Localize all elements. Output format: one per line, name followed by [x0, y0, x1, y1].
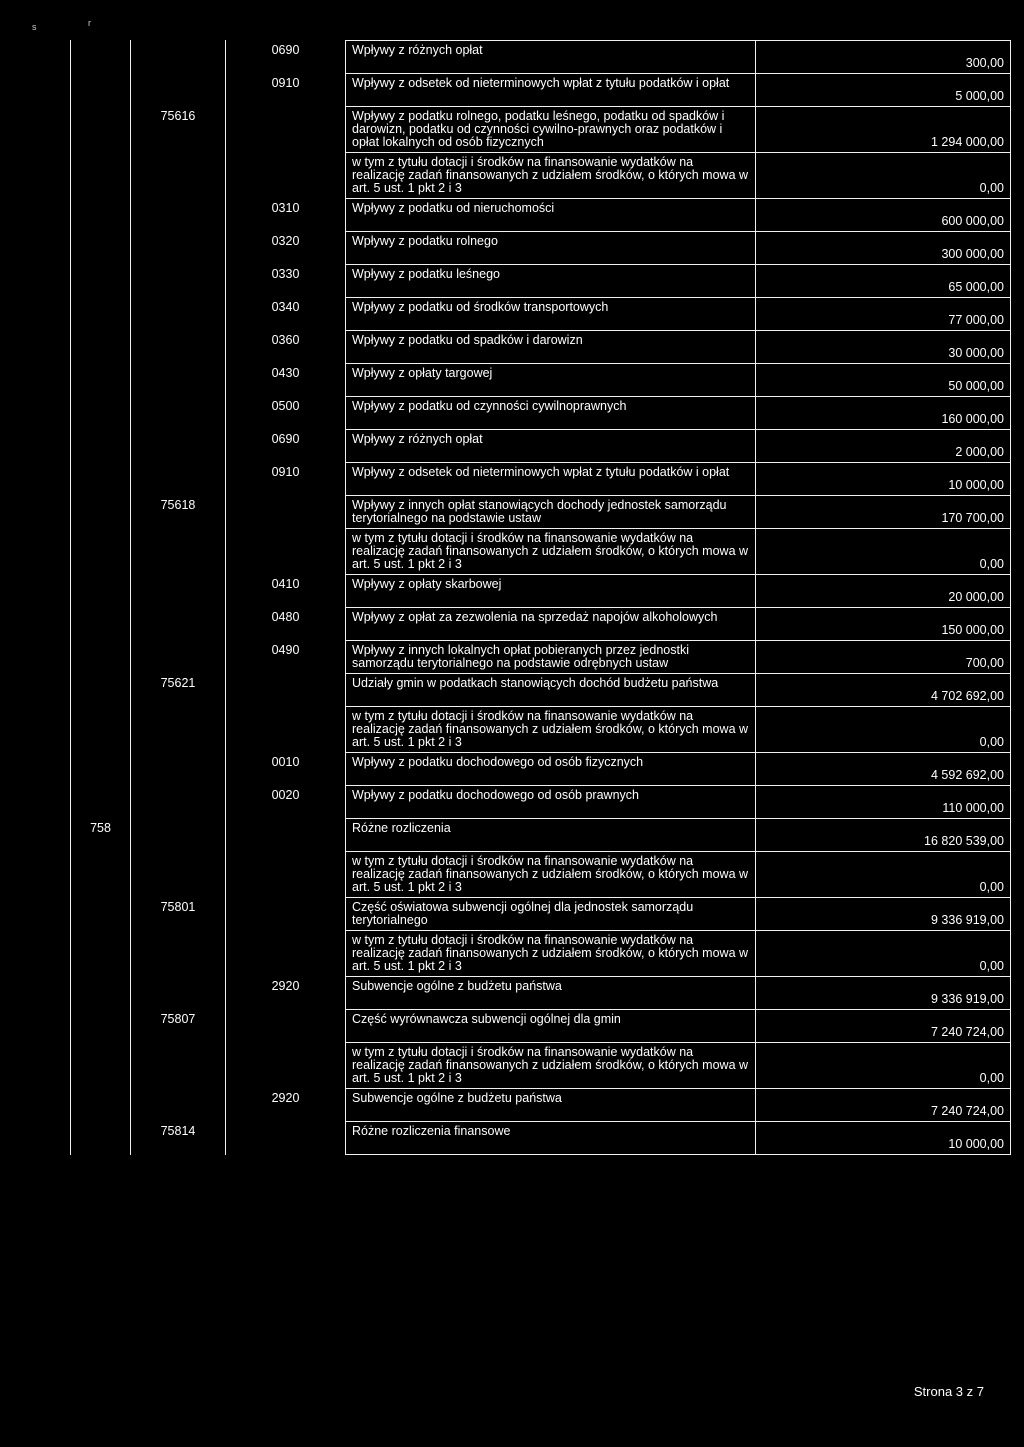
rozdzial-cell [131, 931, 226, 977]
rozdzial-cell [131, 397, 226, 430]
amount-cell: 50 000,00 [756, 364, 1011, 397]
dzial-cell [71, 786, 131, 819]
rozdzial-cell [131, 41, 226, 74]
description-cell: Część oświatowa subwencji ogólnej dla jednostek samorządu terytorialnego [346, 898, 756, 931]
table-row [71, 463, 1011, 496]
paragraf-cell: 0320 [226, 232, 346, 265]
table-row [71, 786, 1011, 819]
paragraf-cell: 0410 [226, 575, 346, 608]
amount-cell: 170 700,00 [756, 496, 1011, 529]
dzial-cell [71, 265, 131, 298]
amount-cell: 0,00 [756, 1043, 1011, 1089]
description-cell: Różne rozliczenia [346, 819, 756, 852]
description-cell: Wpływy z podatku dochodowego od osób prawnych [346, 786, 756, 819]
amount-cell: 65 000,00 [756, 265, 1011, 298]
dzial-cell [71, 232, 131, 265]
amount-cell: 2 000,00 [756, 430, 1011, 463]
table-row [71, 41, 1011, 74]
rozdzial-cell [131, 74, 226, 107]
revenue-table [70, 40, 1011, 1155]
amount-cell: 77 000,00 [756, 298, 1011, 331]
paragraf-cell [226, 931, 346, 977]
paragraf-cell [226, 707, 346, 753]
table-row [71, 753, 1011, 786]
rozdzial-cell [131, 1089, 226, 1122]
dzial-cell [71, 1122, 131, 1155]
table-row [71, 707, 1011, 753]
table-row [71, 153, 1011, 199]
rozdzial-cell [131, 608, 226, 641]
paragraf-cell: 0430 [226, 364, 346, 397]
description-cell: Wpływy z opłaty skarbowej [346, 575, 756, 608]
dzial-cell [71, 674, 131, 707]
amount-cell: 700,00 [756, 641, 1011, 674]
amount-cell: 10 000,00 [756, 463, 1011, 496]
amount-cell: 0,00 [756, 529, 1011, 575]
dzial-cell [71, 1089, 131, 1122]
paragraf-cell: 0330 [226, 265, 346, 298]
amount-cell: 4 592 692,00 [756, 753, 1011, 786]
table-row [71, 496, 1011, 529]
description-cell: Subwencje ogólne z budżetu państwa [346, 1089, 756, 1122]
amount-cell: 9 336 919,00 [756, 898, 1011, 931]
dzial-cell [71, 74, 131, 107]
dzial-cell [71, 898, 131, 931]
table-row [71, 74, 1011, 107]
dzial-cell [71, 41, 131, 74]
description-cell: Wpływy z odsetek od nieterminowych wpłat z tytułu podatków i opłat [346, 463, 756, 496]
table-row [71, 199, 1011, 232]
description-cell: Subwencje ogólne z budżetu państwa [346, 977, 756, 1010]
rozdzial-cell [131, 298, 226, 331]
revenue-table-body [71, 41, 1011, 1155]
description-cell: Wpływy z opłaty targowej [346, 364, 756, 397]
dzial-cell [71, 496, 131, 529]
description-cell: Wpływy z innych lokalnych opłat pobieranych przez jednostki samorządu terytorialnego na podstawie odrębnych ustaw [346, 641, 756, 674]
dzial-cell [71, 153, 131, 199]
rozdzial-cell [131, 977, 226, 1010]
rozdzial-cell: 75807 [131, 1010, 226, 1043]
description-cell: Wpływy z podatku dochodowego od osób fizycznych [346, 753, 756, 786]
description-cell: w tym z tytułu dotacji i środków na finansowanie wydatków na realizację zadań finansowanych z udziałem środków, o których mowa w art. 5 ust. 1 pkt 2 i 3 [346, 931, 756, 977]
table-row [71, 641, 1011, 674]
amount-cell: 1 294 000,00 [756, 107, 1011, 153]
paragraf-cell: 2920 [226, 977, 346, 1010]
rozdzial-cell: 75621 [131, 674, 226, 707]
dzial-cell [71, 397, 131, 430]
dzial-cell [71, 977, 131, 1010]
paragraf-cell [226, 1010, 346, 1043]
amount-cell: 9 336 919,00 [756, 977, 1011, 1010]
dzial-cell [71, 575, 131, 608]
rozdzial-cell: 75814 [131, 1122, 226, 1155]
amount-cell: 600 000,00 [756, 199, 1011, 232]
paragraf-cell: 0360 [226, 331, 346, 364]
paragraf-cell [226, 898, 346, 931]
table-row [71, 1043, 1011, 1089]
description-cell: Różne rozliczenia finansowe [346, 1122, 756, 1155]
description-cell: w tym z tytułu dotacji i środków na finansowanie wydatków na realizację zadań finansowanych z udziałem środków, o których mowa w art. 5 ust. 1 pkt 2 i 3 [346, 852, 756, 898]
dzial-cell [71, 707, 131, 753]
paragraf-cell [226, 852, 346, 898]
paragraf-cell: 0910 [226, 74, 346, 107]
amount-cell: 16 820 539,00 [756, 819, 1011, 852]
description-cell: Wpływy z opłat za zezwolenia na sprzedaż napojów alkoholowych [346, 608, 756, 641]
rozdzial-cell [131, 819, 226, 852]
dzial-cell [71, 298, 131, 331]
paragraf-cell: 0500 [226, 397, 346, 430]
rozdzial-cell [131, 232, 226, 265]
description-cell: Wpływy z innych opłat stanowiących dochody jednostek samorządu terytorialnego na podstawie ustaw [346, 496, 756, 529]
dzial-cell [71, 931, 131, 977]
paragraf-cell: 0910 [226, 463, 346, 496]
rozdzial-cell [131, 364, 226, 397]
amount-cell: 0,00 [756, 931, 1011, 977]
amount-cell: 30 000,00 [756, 331, 1011, 364]
dzial-cell [71, 430, 131, 463]
description-cell: Wpływy z podatku od czynności cywilnoprawnych [346, 397, 756, 430]
table-row [71, 364, 1011, 397]
description-cell: w tym z tytułu dotacji i środków na finansowanie wydatków na realizację zadań finansowanych z udziałem środków, o których mowa w art. 5 ust. 1 pkt 2 i 3 [346, 707, 756, 753]
amount-cell: 10 000,00 [756, 1122, 1011, 1155]
description-cell: Wpływy z podatku rolnego, podatku leśnego, podatku od spadków i darowizn, podatku od czynności cywilno-prawnych oraz podatków i opłat lokalnych od osób fizycznych [346, 107, 756, 153]
paragraf-cell: 0010 [226, 753, 346, 786]
rozdzial-cell: 75801 [131, 898, 226, 931]
dzial-cell: 758 [71, 819, 131, 852]
table-row [71, 819, 1011, 852]
rozdzial-cell [131, 1043, 226, 1089]
amount-cell: 110 000,00 [756, 786, 1011, 819]
dzial-cell [71, 641, 131, 674]
paragraf-cell [226, 107, 346, 153]
paragraf-cell: 0690 [226, 430, 346, 463]
rozdzial-cell [131, 786, 226, 819]
rozdzial-cell [131, 199, 226, 232]
amount-cell: 150 000,00 [756, 608, 1011, 641]
dzial-cell [71, 852, 131, 898]
paragraf-cell [226, 496, 346, 529]
table-row [71, 575, 1011, 608]
description-cell: Wpływy z podatku leśnego [346, 265, 756, 298]
description-cell: w tym z tytułu dotacji i środków na finansowanie wydatków na realizację zadań finansowanych z udziałem środków, o których mowa w art. 5 ust. 1 pkt 2 i 3 [346, 1043, 756, 1089]
amount-cell: 300,00 [756, 41, 1011, 74]
dzial-cell [71, 364, 131, 397]
paragraf-cell: 0310 [226, 199, 346, 232]
dzial-cell [71, 753, 131, 786]
table-row [71, 898, 1011, 931]
table-row [71, 852, 1011, 898]
dzial-cell [71, 608, 131, 641]
rozdzial-cell [131, 852, 226, 898]
paragraf-cell [226, 1122, 346, 1155]
description-cell: Udziały gmin w podatkach stanowiących dochód budżetu państwa [346, 674, 756, 707]
description-cell: Wpływy z podatku od spadków i darowizn [346, 331, 756, 364]
amount-cell: 5 000,00 [756, 74, 1011, 107]
amount-cell: 300 000,00 [756, 232, 1011, 265]
amount-cell: 7 240 724,00 [756, 1010, 1011, 1043]
scan-mark: r [88, 18, 91, 28]
dzial-cell [71, 331, 131, 364]
table-row [71, 1089, 1011, 1122]
description-cell: Wpływy z podatku od nieruchomości [346, 199, 756, 232]
rozdzial-cell [131, 529, 226, 575]
paragraf-cell [226, 529, 346, 575]
table-row [71, 931, 1011, 977]
table-row [71, 298, 1011, 331]
table-row [71, 674, 1011, 707]
table-row [71, 1010, 1011, 1043]
table-row [71, 430, 1011, 463]
table-row [71, 397, 1011, 430]
table-row [71, 265, 1011, 298]
scan-mark: s [32, 22, 37, 32]
amount-cell: 0,00 [756, 153, 1011, 199]
amount-cell: 7 240 724,00 [756, 1089, 1011, 1122]
rozdzial-cell: 75618 [131, 496, 226, 529]
rozdzial-cell [131, 331, 226, 364]
paragraf-cell: 0490 [226, 641, 346, 674]
description-cell: Wpływy z różnych opłat [346, 41, 756, 74]
description-cell: Wpływy z różnych opłat [346, 430, 756, 463]
paragraf-cell: 0340 [226, 298, 346, 331]
table-row [71, 529, 1011, 575]
rozdzial-cell: 75616 [131, 107, 226, 153]
rozdzial-cell [131, 707, 226, 753]
amount-cell: 0,00 [756, 707, 1011, 753]
description-cell: Wpływy z podatku rolnego [346, 232, 756, 265]
paragraf-cell [226, 819, 346, 852]
description-cell: w tym z tytułu dotacji i środków na finansowanie wydatków na realizację zadań finansowanych z udziałem środków, o których mowa w art. 5 ust. 1 pkt 2 i 3 [346, 153, 756, 199]
description-cell: w tym z tytułu dotacji i środków na finansowanie wydatków na realizację zadań finansowanych z udziałem środków, o których mowa w art. 5 ust. 1 pkt 2 i 3 [346, 529, 756, 575]
dzial-cell [71, 199, 131, 232]
paragraf-cell: 0480 [226, 608, 346, 641]
rozdzial-cell [131, 153, 226, 199]
paragraf-cell [226, 674, 346, 707]
amount-cell: 4 702 692,00 [756, 674, 1011, 707]
paragraf-cell: 0020 [226, 786, 346, 819]
amount-cell: 0,00 [756, 852, 1011, 898]
table-row [71, 608, 1011, 641]
table-row [71, 107, 1011, 153]
table-row [71, 232, 1011, 265]
rozdzial-cell [131, 430, 226, 463]
rozdzial-cell [131, 641, 226, 674]
dzial-cell [71, 529, 131, 575]
rozdzial-cell [131, 463, 226, 496]
dzial-cell [71, 1010, 131, 1043]
dzial-cell [71, 1043, 131, 1089]
description-cell: Część wyrównawcza subwencji ogólnej dla gmin [346, 1010, 756, 1043]
paragraf-cell [226, 1043, 346, 1089]
description-cell: Wpływy z podatku od środków transportowych [346, 298, 756, 331]
table-row [71, 1122, 1011, 1155]
amount-cell: 20 000,00 [756, 575, 1011, 608]
rozdzial-cell [131, 575, 226, 608]
dzial-cell [71, 463, 131, 496]
paragraf-cell: 2920 [226, 1089, 346, 1122]
page-number: Strona 3 z 7 [913, 1384, 984, 1399]
description-cell: Wpływy z odsetek od nieterminowych wpłat z tytułu podatków i opłat [346, 74, 756, 107]
rozdzial-cell [131, 753, 226, 786]
amount-cell: 160 000,00 [756, 397, 1011, 430]
dzial-cell [71, 107, 131, 153]
paragraf-cell: 0690 [226, 41, 346, 74]
table-row [71, 977, 1011, 1010]
rozdzial-cell [131, 265, 226, 298]
paragraf-cell [226, 153, 346, 199]
table-row [71, 331, 1011, 364]
